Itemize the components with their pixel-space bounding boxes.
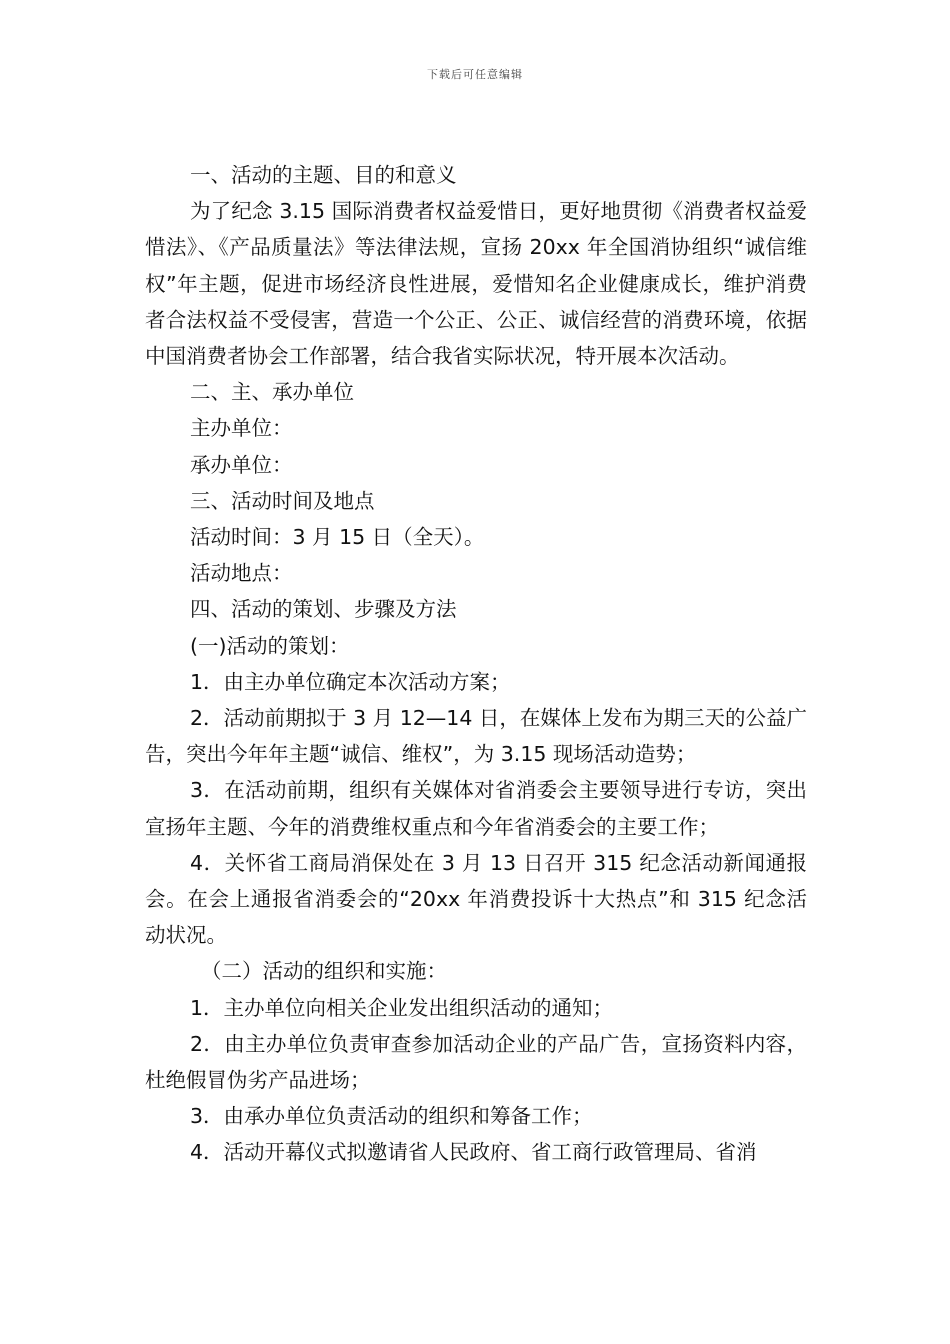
organizer-line: 主办单位：	[190, 416, 293, 441]
list-item: 4．活动开幕仪式拟邀请省人民政府、省工商行政管理局、省消	[190, 1140, 757, 1165]
section-heading-4: 四、活动的策划、步骤及方法	[190, 597, 457, 622]
document-body	[145, 157, 807, 1171]
section-heading-1: 一、活动的主题、目的和意义	[190, 163, 457, 187]
section-heading-3: 三、活动时间及地点	[190, 488, 375, 513]
list-item: 2．由主办单位负责审查参加活动企业的产品广告，宣扬资料内容，杜绝假冒伪劣产品进场；	[145, 1031, 807, 1093]
paragraph-purpose: 为了纪念 3.15 国际消费者权益爱惜日，更好地贯彻《消费者权益爱惜法》、《产品质量法》等法律法规，宣扬 20xx 年全国消协组织“诚信维权”年主题，促进市场经济良性进展，爱惜知名企业健康成长，维护消费者合法权益不受侵害，营造一个公正、公正、诚信经营的消费环境，依据中国消费者协会工作部署，结合我省实际状况，特开展本次活动。	[145, 199, 807, 369]
subsection-implementation: （二）活动的组织和实施：	[201, 959, 447, 984]
list-item: 4．关怀省工商局消保处在 3 月 13 日召开 315 纪念活动新闻通报会。在会上通报省消委会的“20xx 年消费投诉十大热点”和 315 纪念活动状况。	[145, 850, 807, 948]
co-organizer-line: 承办单位：	[190, 452, 293, 477]
event-time-line: 活动时间：3 月 15 日（全天）。	[190, 525, 485, 550]
list-item: 3．在活动前期，组织有关媒体对省消委会主要领导进行专访，突出宣扬年主题、今年的消费维权重点和今年省消委会的主要工作；	[145, 778, 807, 839]
header-note: 下载后可任意编辑	[427, 68, 523, 81]
subsection-planning: (一)活动的策划：	[190, 633, 350, 658]
list-item: 1．由主办单位确定本次活动方案；	[190, 669, 511, 694]
list-item: 1．主办单位向相关企业发出组织活动的通知；	[190, 995, 614, 1020]
section-heading-2: 二、主、承办单位	[190, 380, 354, 405]
event-location-line: 活动地点：	[190, 561, 293, 586]
list-item: 2．活动前期拟于 3 月 12—14 日，在媒体上发布为期三天的公益广告，突出今年年主题“诚信、维权”，为 3.15 现场活动造势；	[145, 706, 807, 767]
list-item: 3．由承办单位负责活动的组织和筹备工作；	[190, 1104, 593, 1129]
